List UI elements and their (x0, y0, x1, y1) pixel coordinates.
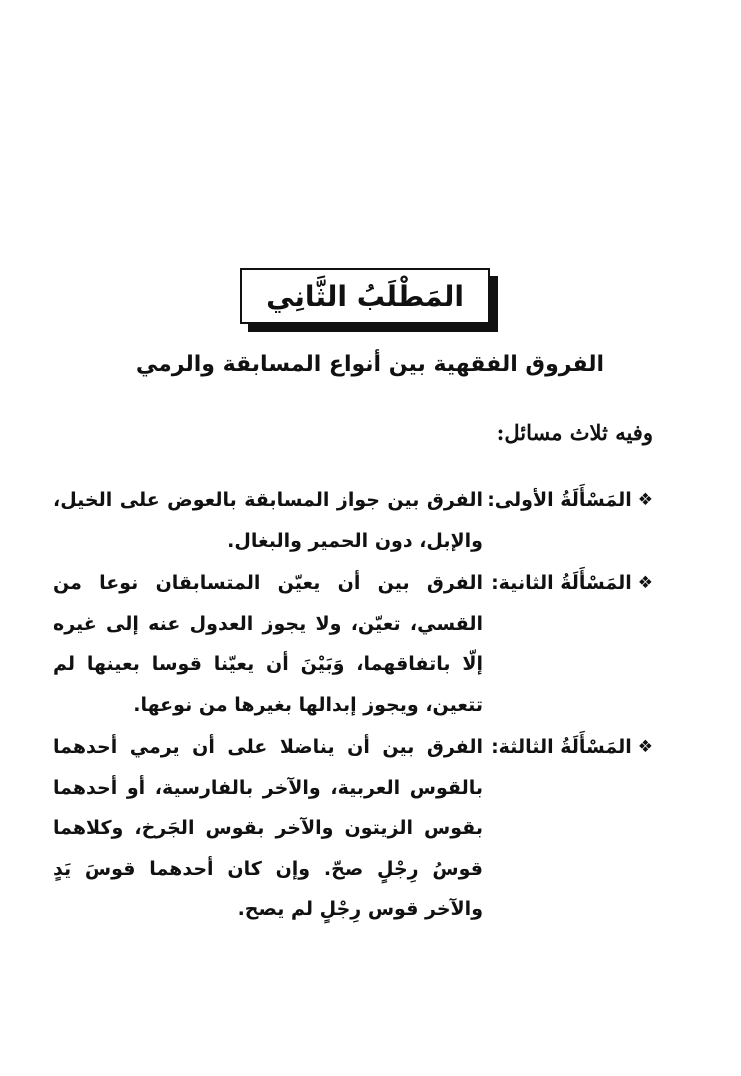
intro-line: وفيه ثلاث مسائل: (496, 420, 653, 445)
issue-1-text: الفرق بين جواز المسابقة بالعوض على الخيل، والإبل، دون الحمير والبغال. (53, 489, 483, 552)
issue-3-label: المَسْأَلَةُ الثالثة: (491, 736, 632, 758)
issue-3-heading (493, 727, 653, 767)
issue-2-text: الفرق بين أن يعيّن المتسابقان نوعا من القسي، تعيّن، ولا يجوز العدول عنه إلى غيره إلّا باتفاقهما، وَبَيْنَ أن يعيّنا قوسا بعينها لم تتعين، ويجوز إبدالها بغيرها من نوعها. (53, 572, 483, 716)
issue-3 (53, 727, 653, 932)
section-subtitle: الفروق الفقهية بين أنواع المسابقة والرمي (135, 352, 605, 377)
issue-1-heading (487, 480, 653, 520)
bullet-diamond-icon: ❖ (637, 737, 653, 757)
issue-2-heading (493, 563, 653, 603)
bullet-diamond-icon: ❖ (637, 490, 653, 510)
title-box-frame (240, 268, 490, 324)
issue-3-text: الفرق بين أن يناضلا على أن يرمي أحدهما بالقوس العربية، والآخر بالفارسية، أو أحدهما بقوس الزيتون والآخر بقوس الجَرخ، وكلاهما قوسُ رِجْلٍ صحّ. وإن كان أحدهما قوسَ يَدٍ والآخر قوس رِجْلٍ لم يصح. (53, 736, 483, 920)
issue-1 (53, 480, 653, 562)
bullet-diamond-icon: ❖ (637, 573, 653, 593)
issue-2-label: المَسْأَلَةُ الثانية: (491, 572, 632, 594)
issue-1-label: المَسْأَلَةُ الأولى: (487, 489, 632, 511)
section-title-box (240, 268, 490, 324)
section-title: المَطْلَبُ الثَّانِي (266, 279, 464, 313)
issue-2 (53, 563, 653, 727)
